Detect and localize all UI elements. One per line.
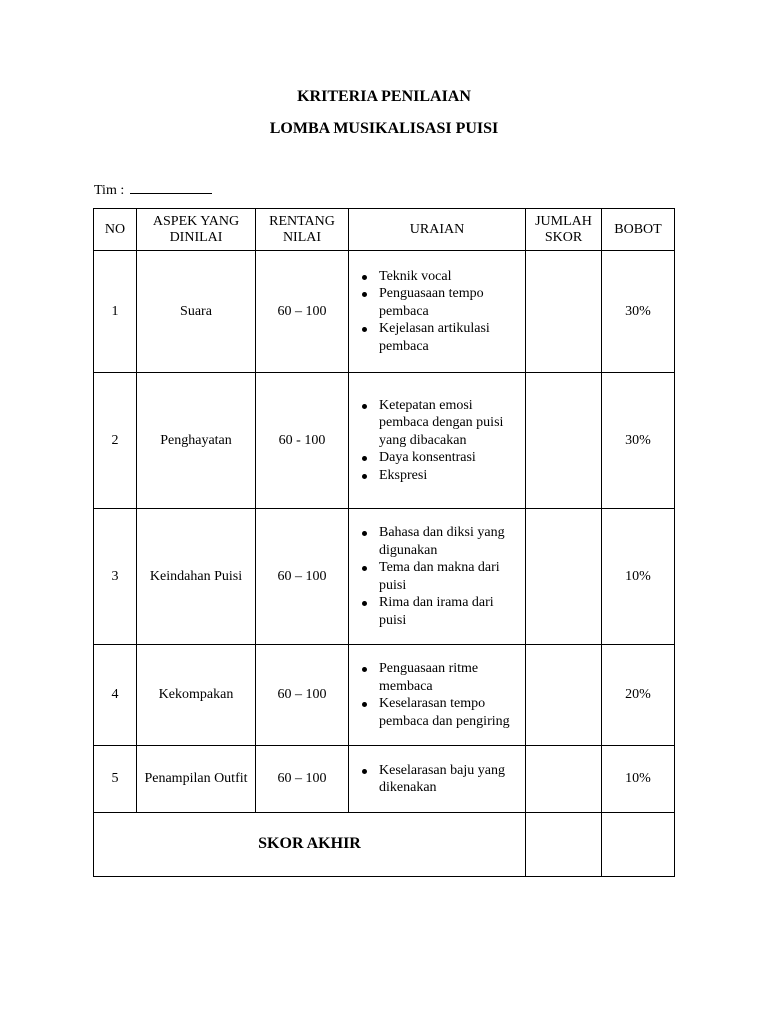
- row-range: 60 - 100: [256, 373, 349, 509]
- description-item: Rima dan irama dari puisi: [379, 594, 521, 629]
- row-weight: 30%: [602, 373, 675, 509]
- description-item: Kejelasan artikulasi pembaca: [379, 320, 521, 355]
- description-item: Penguasaan ritme membaca: [379, 660, 521, 695]
- header-aspect: ASPEK YANG DINILAI: [137, 209, 256, 251]
- row-weight: 10%: [602, 509, 675, 645]
- row-aspect: Penampilan Outfit: [137, 746, 256, 813]
- description-item: Ketepatan emosi pembaca dengan puisi yang dibacakan: [379, 397, 521, 450]
- row-score: [526, 373, 602, 509]
- description-item: Teknik vocal: [379, 268, 521, 286]
- header-weight: BOBOT: [602, 209, 675, 251]
- description-list: [359, 524, 521, 629]
- table-row: [94, 509, 675, 645]
- final-score-label: SKOR AKHIR: [94, 813, 526, 877]
- header-description: URAIAN: [349, 209, 526, 251]
- description-list: [359, 268, 521, 356]
- row-no: 3: [94, 509, 137, 645]
- row-no: 5: [94, 746, 137, 813]
- row-range: 60 – 100: [256, 251, 349, 373]
- table-row: [94, 645, 675, 746]
- table-header-row: [94, 209, 675, 251]
- document-title: KRITERIA PENILAIAN: [297, 88, 471, 105]
- row-weight: 30%: [602, 251, 675, 373]
- description-item: Daya konsentrasi: [379, 449, 521, 467]
- row-aspect: Keindahan Puisi: [137, 509, 256, 645]
- document-subtitle: LOMBA MUSIKALISASI PUISI: [269, 120, 499, 137]
- team-label: Tim :: [94, 183, 125, 198]
- row-score: [526, 645, 602, 746]
- row-score: [526, 746, 602, 813]
- description-item: Tema dan makna dari puisi: [379, 559, 521, 594]
- description-item: Ekspresi: [379, 467, 521, 485]
- final-score-cell: [526, 813, 602, 877]
- table-row: [94, 373, 675, 509]
- row-no: 1: [94, 251, 137, 373]
- row-weight: 20%: [602, 645, 675, 746]
- row-no: 2: [94, 373, 137, 509]
- row-aspect: Penghayatan: [137, 373, 256, 509]
- row-score: [526, 509, 602, 645]
- description-item: Penguasaan tempo pembaca: [379, 285, 521, 320]
- description-item: Keselarasan baju yang dikenakan: [379, 762, 521, 797]
- row-description: [349, 746, 526, 813]
- description-list: [359, 762, 521, 797]
- description-list: [359, 660, 521, 730]
- description-list: [359, 397, 521, 485]
- row-no: 4: [94, 645, 137, 746]
- header-score: JUMLAH SKOR: [526, 209, 602, 251]
- row-range: 60 – 100: [256, 509, 349, 645]
- header-no: NO: [94, 209, 137, 251]
- row-weight: 10%: [602, 746, 675, 813]
- criteria-table: [93, 208, 675, 877]
- row-aspect: Kekompakan: [137, 645, 256, 746]
- final-score-row: [94, 813, 675, 877]
- row-description: [349, 509, 526, 645]
- row-description: [349, 373, 526, 509]
- final-weight-cell: [602, 813, 675, 877]
- row-description: [349, 645, 526, 746]
- row-range: 60 – 100: [256, 746, 349, 813]
- row-range: 60 – 100: [256, 645, 349, 746]
- row-score: [526, 251, 602, 373]
- team-field: [94, 180, 212, 199]
- table-row: [94, 251, 675, 373]
- description-item: Keselarasan tempo pembaca dan pengiring: [379, 695, 521, 730]
- team-blank-line: [130, 180, 212, 194]
- header-range: RENTANG NILAI: [256, 209, 349, 251]
- row-description: [349, 251, 526, 373]
- table-row: [94, 746, 675, 813]
- description-item: Bahasa dan diksi yang digunakan: [379, 524, 521, 559]
- row-aspect: Suara: [137, 251, 256, 373]
